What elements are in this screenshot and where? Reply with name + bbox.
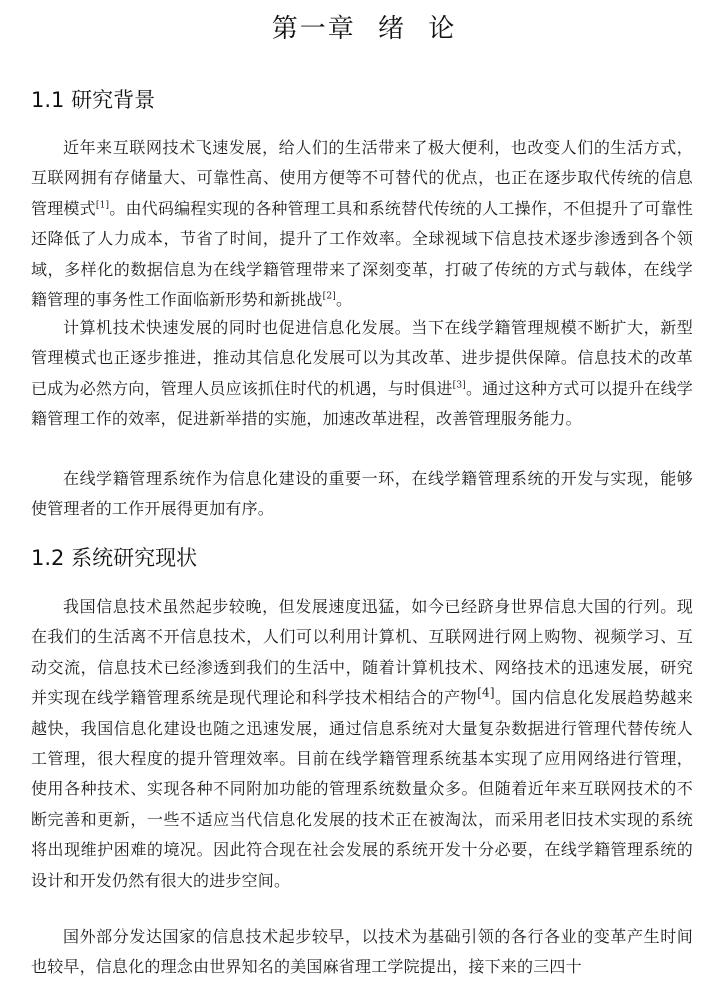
citation-3: [3] — [452, 380, 466, 391]
section-heading-1-1: 1.1 研究背景 — [31, 88, 156, 112]
chapter-title — [0, 8, 728, 45]
chapter-title-char-1: 绪 — [377, 14, 406, 44]
paragraph-background-3: 在线学籍管理系统作为信息化建设的重要一环，在线学籍管理系统的开发与实现，能够使管理者的工作开展得更加有序。 — [31, 469, 693, 519]
paragraph-background-1: 近年来互联网技术飞速发展，给人们的生活带来了极大便利，也改变人们的生活方式，互联网拥有存储量大、可靠性高、使用方便等不可替代的优点，也正在逐步取代传统的信息管理模式[1]。由代码编程实现的各种管理工具和系统替代传统的人工操作，不但提升了可靠性还降低了人力成本，节省了时间，提升了工作效率。全球视域下信息技术逐步渗透到各个领域，多样化的数据信息为在线学籍管理带来了深刻变革，打破了传统的方式与载体，在线学籍管理的事务性工作面临新形势和新挑战[2]。 — [31, 138, 693, 310]
chapter-title-char-2: 论 — [428, 14, 457, 44]
paragraph-background-2: 计算机技术快速发展的同时也促进信息化发展。当下在线学籍管理规模不断扩大，新型管理模式也正逐步推进，推动其信息化发展可以为其改革、进步提供保障。信息技术的改革已成为必然方向，管理人员应该抓住时代的机遇，与时俱进[3]。通过这种方式可以提升在线学籍管理工作的效率，促进新举措的实施，加速改革进程，改善管理服务能力。 — [31, 318, 693, 429]
citation-4: [4] — [477, 685, 495, 700]
paragraph-status-1: 我国信息技术虽然起步较晚，但发展速度迅猛，如今已经跻身世界信息大国的行列。现在我们的生活离不开信息技术，人们可以利用计算机、互联网进行网上购物、视频学习、互动交流，信息技术已经渗透到我们的生活中，随着计算机技术、网络技术的迅速发展，研究并实现在线学籍管理系统是现代理论和科学技术相结合的产物[4]。国内信息化发展趋势越来越快，我国信息化建设也随之迅速发展，通过信息系统对大量复杂数据进行管理代替传统人工管理，很大程度的提升管理效率。目前在线学籍管理系统基本实现了应用网络进行管理，使用各种技术、实现各种不同附加功能的管理系统数量众多。但随着近年来互联网技术的不断完善和更新，一些不适应当代信息化发展的技术正在被淘汰，而采用老旧技术实现的系统将出现维护困难的境况。因此符合现在社会发展的系统开发十分必要，在线学籍管理系统的设计和开发仍然有很大的进步空间。 — [31, 597, 693, 890]
citation-1: [1] — [95, 200, 110, 211]
citation-2: [2] — [322, 291, 336, 302]
paragraph-status-2: 国外部分发达国家的信息技术起步较早，以技术为基础引领的各行各业的变革产生时间也较早，信息化的理念由世界知名的美国麻省理工学院提出，接下来的三四十 — [31, 927, 693, 977]
section-heading-1-2: 1.2 系统研究现状 — [31, 546, 198, 570]
chapter-label: 第一章 — [271, 14, 356, 44]
